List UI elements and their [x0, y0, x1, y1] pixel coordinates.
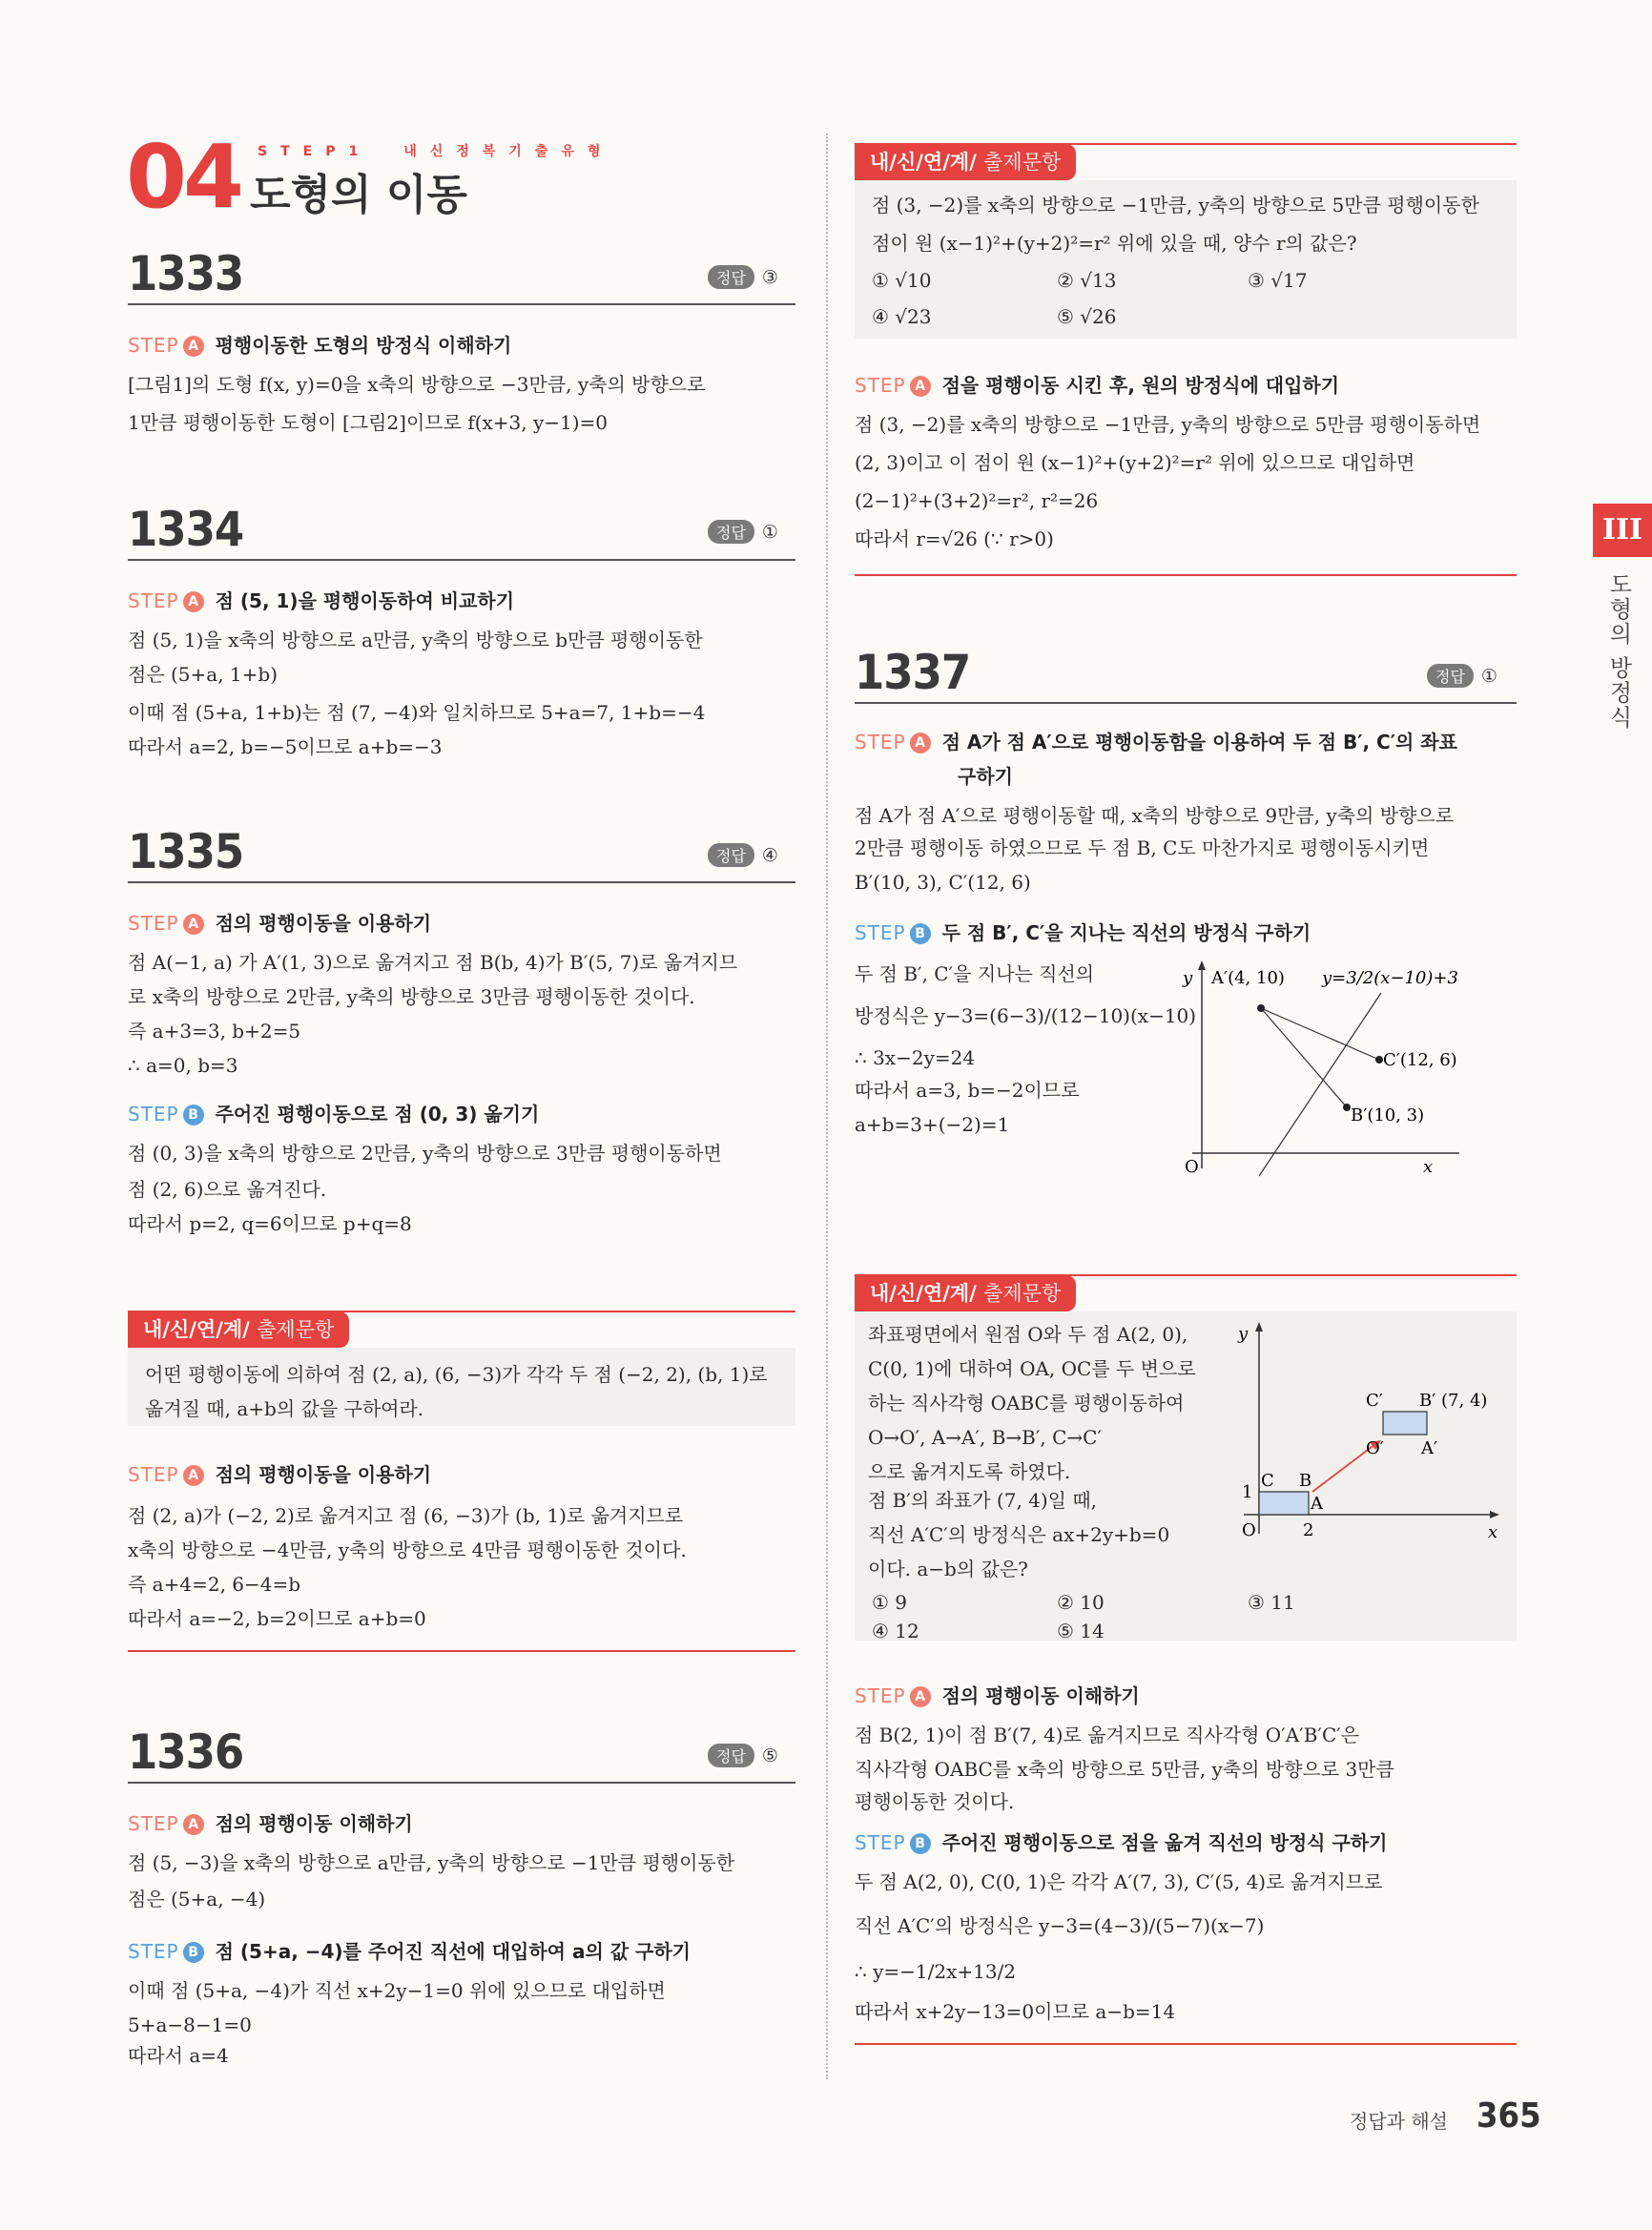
label-a-prime: A′ — [1421, 1438, 1438, 1458]
solution-line: ∴ a=0, b=3 — [128, 1054, 238, 1077]
line-graph-figure — [1173, 959, 1488, 1178]
label-o-prime: O′ — [1366, 1438, 1384, 1458]
divider — [128, 1782, 795, 1784]
step-label: STEP1 — [258, 144, 372, 159]
step-a-heading: STEP A 점의 평행이동을 이용하기 — [128, 912, 432, 935]
solution-line: 2만큼 평행이동 하였으므로 두 점 B, C도 마찬가지로 평행이동시키면 — [855, 836, 1430, 859]
choice: ⑤ √26 — [1057, 305, 1117, 328]
solution-line: 점 (5, 1)을 x축의 방향으로 a만큼, y축의 방향으로 b만큼 평행이동한 — [128, 629, 703, 651]
solution-line: (2−1)²+(3+2)²=r², r²=26 — [855, 489, 1099, 512]
choice: ③ 11 — [1248, 1591, 1295, 1614]
rectangle-graph-figure — [1230, 1316, 1507, 1545]
solution-line: 점 A가 점 A′으로 평행이동할 때, x축의 방향으로 9만큼, y축의 방향으로 — [855, 804, 1455, 827]
problem-number: 1336 — [128, 1724, 244, 1780]
y-axis-arrow-icon — [1198, 960, 1206, 970]
step-a-heading: STEP A 점의 평행이동 이해하기 — [128, 1812, 413, 1835]
answer-pill: 정답 — [708, 265, 754, 289]
solution-line: ∴ y=−1/2x+13/2 — [855, 1960, 1017, 1983]
label-x: x — [1423, 1157, 1434, 1177]
answer-badge: 정답 ⑤ — [708, 1744, 778, 1767]
label-c-prime: C′(12, 6) — [1383, 1050, 1457, 1070]
question-line: O→O′, A→A′, B→B′, C→C′ — [868, 1426, 1103, 1449]
step-b-heading: STEP B 두 점 B′, C′을 지나는 직선의 방정식 구하기 — [855, 921, 1311, 944]
answer-badge — [708, 265, 778, 289]
solution-line: 로 x축의 방향으로 2만큼, y축의 방향으로 3만큼 평행이동한 것이다. — [128, 985, 695, 1008]
answer-badge: 정답 ① — [708, 520, 778, 544]
step-b-heading: STEP B 점 (5+a, −4)를 주어진 직선에 대입하여 a의 값 구하기 — [128, 1940, 691, 1963]
label-b: B — [1299, 1471, 1312, 1491]
question-line: 직선 A′C′의 방정식은 ax+2y+b=0 — [868, 1523, 1170, 1546]
step-tag — [258, 141, 613, 160]
step-a-heading: STEP A 점의 평행이동을 이용하기 — [128, 1463, 432, 1486]
label-a-prime: A′(4, 10) — [1211, 968, 1285, 988]
solution-line: 점 (3, −2)를 x축의 방향으로 −1만큼, y축의 방향으로 5만큼 평행이동하면 — [855, 413, 1481, 436]
solution-line: a+b=3+(−2)=1 — [855, 1113, 1010, 1136]
label-c-prime: C′ — [1366, 1391, 1383, 1411]
chapter-title: 도형의 이동 — [250, 171, 467, 219]
rectangle-translated — [1383, 1412, 1427, 1435]
red-divider — [855, 574, 1517, 576]
question-line: 으로 옮겨지도록 하였다. — [868, 1460, 1071, 1483]
solution-line: (2, 3)이고 이 점이 원 (x−1)²+(y+2)²=r² 위에 있으므로 대입하면 — [855, 451, 1415, 474]
solution-line: 즉 a+4=2, 6−4=b — [128, 1573, 301, 1596]
page-number: 365 — [1476, 2096, 1541, 2136]
point-c — [1375, 1056, 1383, 1063]
choice: ② √13 — [1057, 269, 1117, 292]
question-line: 옮겨질 때, a+b의 값을 구하여라. — [145, 1397, 424, 1420]
x-axis-arrow-icon — [1490, 1511, 1499, 1518]
solution-line: 점은 (5+a, 1+b) — [128, 663, 279, 686]
solution-line: 점 (2, 6)으로 옮겨진다. — [128, 1178, 327, 1201]
divider — [128, 303, 795, 305]
y-axis-arrow-icon — [1255, 1322, 1263, 1332]
red-divider — [128, 1650, 795, 1652]
solution-line: [그림1]의 도형 f(x, y)=0을 x축의 방향으로 −3만큼, y축의 방향으로 — [128, 373, 706, 396]
solution-line: 따라서 r=√26 (∵ r>0) — [855, 527, 1054, 550]
line-bc — [1259, 993, 1381, 1176]
question-line: 이다. a−b의 값은? — [868, 1558, 1028, 1580]
label-y: y — [1238, 1324, 1249, 1344]
label-two: 2 — [1303, 1520, 1314, 1540]
linked-problem-banner: 내/신/연/계/ 출제문항 — [128, 1311, 349, 1348]
solution-line: 두 점 B′, C′을 지나는 직선의 — [855, 962, 1095, 985]
step-b-heading: STEP B 주어진 평행이동으로 점 (0, 3) 옮기기 — [128, 1103, 540, 1125]
chapter-tab-label: 도형의 방정식 — [1605, 572, 1632, 731]
label-c: C — [1261, 1471, 1274, 1491]
solution-line: 직선 A′C′의 방정식은 y−3=(4−3)/(5−7)(x−7) — [855, 1914, 1265, 1937]
label-y: y — [1183, 968, 1193, 988]
solution-line: 따라서 x+2y−13=0이므로 a−b=14 — [855, 2000, 1176, 2023]
question-line: 좌표평면에서 원점 O와 두 점 A(2, 0), — [868, 1323, 1188, 1346]
solution-line: 따라서 a=−2, b=2이므로 a+b=0 — [128, 1607, 426, 1630]
choice: ⑤ 14 — [1057, 1620, 1105, 1642]
chapter-tab[interactable]: III — [1593, 504, 1652, 557]
solution-line: 점은 (5+a, −4) — [128, 1888, 266, 1910]
problem-number: 1335 — [128, 824, 244, 879]
red-divider — [855, 2043, 1517, 2045]
choice: ② 10 — [1057, 1591, 1105, 1614]
column-divider — [826, 134, 828, 2079]
solution-line: 이때 점 (5+a, −4)가 직선 x+2y−1=0 위에 있으므로 대입하면 — [128, 1979, 666, 2002]
choice: ① √10 — [872, 269, 932, 292]
linked-problem-banner: 내/신/연/계/ 출제문항 — [855, 144, 1076, 180]
solution-line: 방정식은 y−3=(6−3)/(12−10)(x−10) — [855, 1004, 1197, 1027]
choice: ① 9 — [872, 1591, 908, 1614]
solution-line: 따라서 p=2, q=6이므로 p+q=8 — [128, 1212, 412, 1235]
solution-line: 직사각형 OABC를 x축의 방향으로 5만큼, y축의 방향으로 3만큼 — [855, 1758, 1394, 1781]
footer-label: 정답과 해설 — [1350, 2110, 1448, 2133]
segment-ac — [1261, 1008, 1379, 1060]
label-origin: O — [1242, 1520, 1256, 1540]
question-line: 하는 직사각형 OABC를 평행이동하여 — [868, 1392, 1185, 1414]
answer-badge: 정답 ① — [1427, 664, 1497, 688]
question-line: 어떤 평행이동에 의하여 점 (2, a), (6, −3)가 각각 두 점 (−2, 2), (b, 1)로 — [145, 1363, 768, 1386]
solution-line: 1만큼 평행이동한 도형이 [그림2]이므로 f(x+3, y−1)=0 — [128, 411, 609, 434]
label-a: A — [1311, 1494, 1323, 1514]
label-b-prime: B′(10, 3) — [1351, 1105, 1425, 1125]
solution-line: 점 A(−1, a) 가 A′(1, 3)으로 옮겨지고 점 B(b, 4)가 B′(5, 7)로 옮겨지므 — [128, 951, 738, 974]
step-subtitle: 내신정복기출유형 — [403, 144, 614, 159]
step-a-heading: STEP A 점 A가 점 A′으로 평행이동함을 이용하여 두 점 B′, C′의 좌표 — [855, 731, 1457, 754]
label-origin: O — [1185, 1157, 1199, 1177]
solution-line: 이때 점 (5+a, 1+b)는 점 (7, −4)와 일치하므로 5+a=7, 1+b=−4 — [128, 701, 706, 724]
question-line: 점 B′의 좌표가 (7, 4)일 때, — [868, 1489, 1098, 1512]
linked-problem-banner: 내/신/연/계/ 출제문항 — [855, 1275, 1076, 1311]
question-line: C(0, 1)에 대하여 OA, OC를 두 변으로 — [868, 1357, 1196, 1380]
step-b-heading: STEP B 주어진 평행이동으로 점을 옮겨 직선의 방정식 구하기 — [855, 1831, 1388, 1854]
answer-badge: 정답 ④ — [708, 843, 778, 867]
point-b — [1343, 1104, 1351, 1111]
divider — [855, 702, 1517, 704]
step-a-heading: STEP A 평행이동한 도형의 방정식 이해하기 — [128, 334, 512, 357]
solution-line: B′(10, 3), C′(12, 6) — [855, 871, 1031, 894]
solution-line: x축의 방향으로 −4만큼, y축의 방향으로 4만큼 평행이동한 것이다. — [128, 1538, 687, 1561]
answer-value: ③ — [761, 267, 778, 288]
solution-line: 즉 a+3=3, b+2=5 — [128, 1020, 301, 1043]
label-equation: y=3/2(x−10)+3 — [1322, 968, 1458, 988]
step-a-heading: STEP A 점을 평행이동 시킨 후, 원의 방정식에 대입하기 — [855, 374, 1340, 397]
solution-line: 점 (2, a)가 (−2, 2)로 옮겨지고 점 (6, −3)가 (b, 1)로 옮겨지므로 — [128, 1504, 684, 1527]
choice: ④ 12 — [872, 1620, 919, 1642]
solution-line: 따라서 a=3, b=−2이므로 — [855, 1079, 1080, 1102]
step-a-heading: STEP A 점의 평행이동 이해하기 — [855, 1684, 1140, 1707]
divider — [128, 559, 795, 561]
question-line: 점 (3, −2)를 x축의 방향으로 −1만큼, y축의 방향으로 5만큼 평행이동한 — [872, 194, 1479, 217]
solution-line: 점 (5, −3)을 x축의 방향으로 a만큼, y축의 방향으로 −1만큼 평행이동한 — [128, 1851, 735, 1874]
solution-line: 따라서 a=4 — [128, 2044, 229, 2067]
problem-number: 1334 — [128, 502, 244, 557]
solution-line: 점 B(2, 1)이 점 B′(7, 4)로 옮겨지므로 직사각형 O′A′B′C′은 — [855, 1724, 1360, 1746]
label-x: x — [1488, 1522, 1498, 1542]
divider — [128, 881, 795, 883]
solution-line: 5+a−8−1=0 — [128, 2013, 252, 2036]
choice: ④ √23 — [872, 305, 932, 328]
rectangle-oabc — [1259, 1492, 1309, 1515]
solution-line: 두 점 A(2, 0), C(0, 1)은 각각 A′(7, 3), C′(5, 4)로 옮겨지므로 — [855, 1870, 1383, 1893]
question-line: 점이 원 (x−1)²+(y+2)²=r² 위에 있을 때, 양수 r의 값은? — [872, 232, 1357, 255]
solution-line: 따라서 a=2, b=−5이므로 a+b=−3 — [128, 735, 443, 758]
choice: ③ √17 — [1248, 269, 1308, 292]
solution-line: ∴ 3x−2y=24 — [855, 1046, 976, 1069]
chapter-number: 04 — [126, 126, 241, 228]
point-a — [1257, 1004, 1265, 1012]
solution-line: 평행이동한 것이다. — [855, 1790, 1015, 1813]
label-one: 1 — [1242, 1482, 1253, 1502]
step-a-heading-cont: 구하기 — [958, 765, 1013, 788]
solution-line: 점 (0, 3)을 x축의 방향으로 2만큼, y축의 방향으로 3만큼 평행이동하면 — [128, 1142, 722, 1165]
label-b-prime: B′ (7, 4) — [1419, 1391, 1488, 1411]
problem-number: 1337 — [855, 645, 971, 700]
segment-ab — [1261, 1008, 1347, 1107]
problem-number: 1333 — [128, 246, 244, 301]
step-a-heading: STEP A 점 (5, 1)을 평행이동하여 비교하기 — [128, 589, 515, 612]
